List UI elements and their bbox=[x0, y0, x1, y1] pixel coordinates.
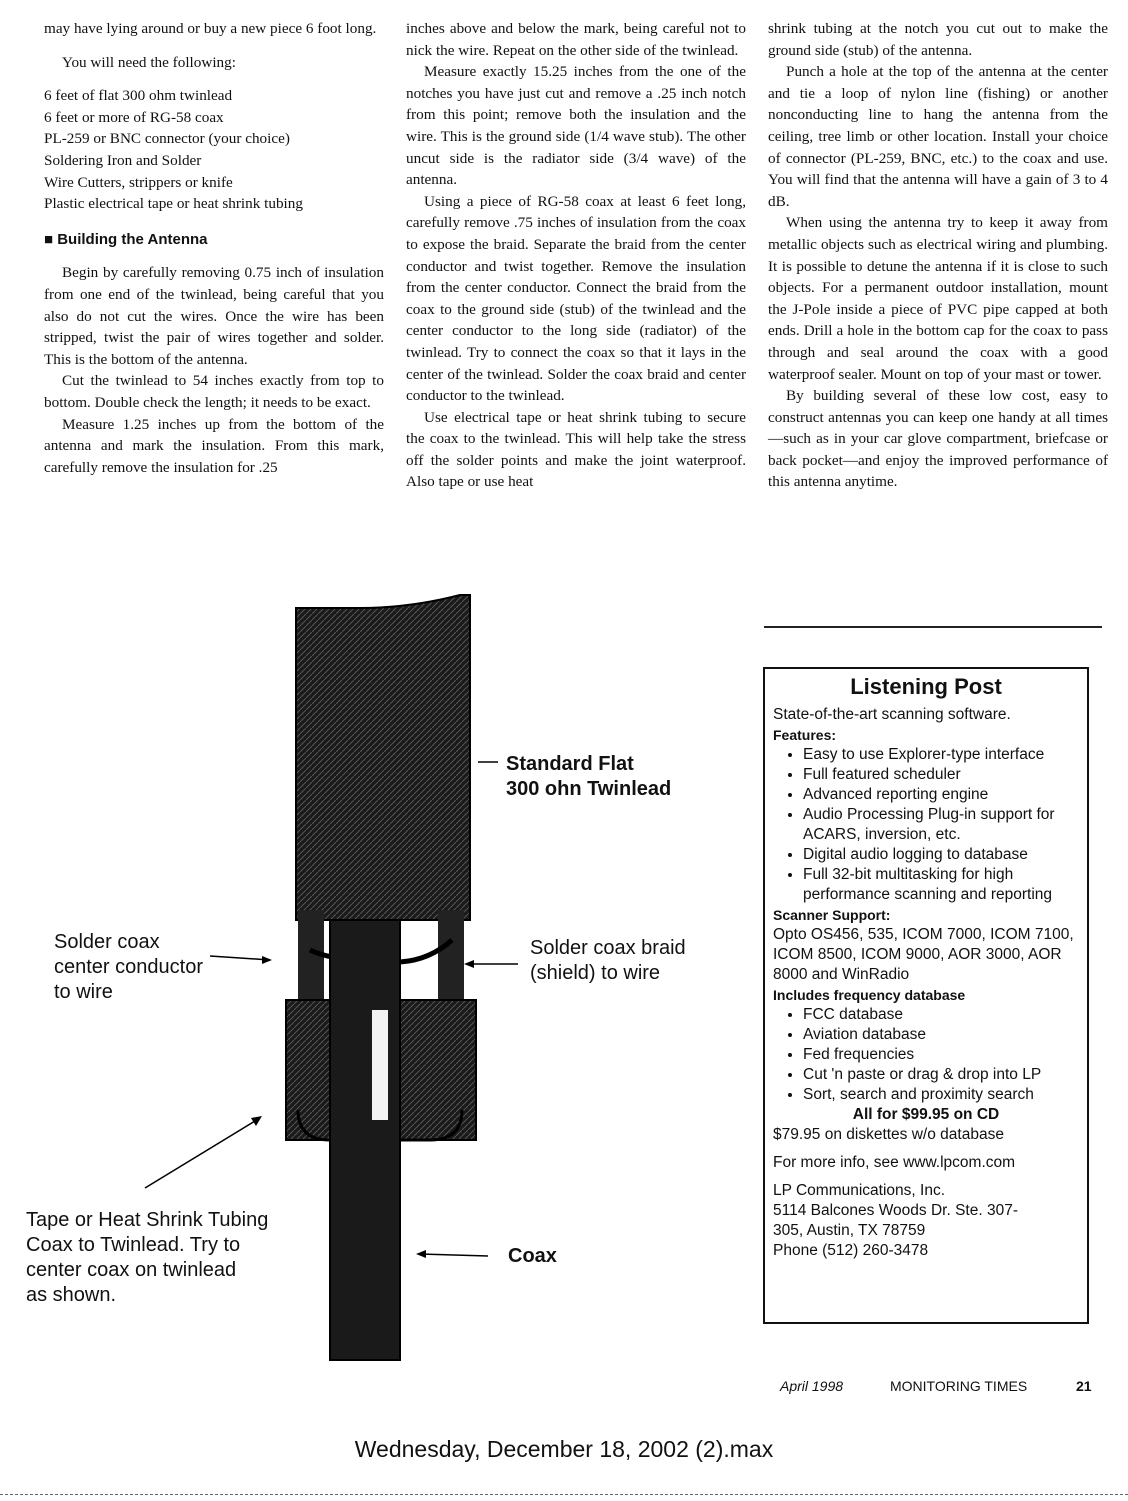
database-list bbox=[773, 1005, 1079, 1105]
address-line-1: 5114 Balcones Woods Dr. Ste. 307- bbox=[773, 1202, 1018, 1219]
paragraph: Using a piece of RG-58 coax at least 6 feet long, carefully remove .75 inches of insulation from the coax to expose the braid. Separate the braid from the center conductor and twist together. Remove the insulation from the center conductor. Connect the braid from the coax to the ground side (stub) of the twinlead and the center conductor to the long side (radiator) of the twinlead. Try to connect the coax so that it lays in the center of the twinlead. Solder the coax braid and center conductor to the twinlead. bbox=[406, 192, 746, 405]
database-heading: Includes frequency database bbox=[773, 987, 966, 1003]
list-item: • Easy to use Explorer-type interface bbox=[803, 745, 1079, 765]
section-heading: ■ Building the Antenna bbox=[44, 230, 208, 248]
scanner-list: Opto OS456, 535, ICOM 7000, ICOM 7100, ICOM 8500, ICOM 9000, AOR 3000, AOR 8000 and WinRadio bbox=[773, 926, 1074, 983]
antenna-diagram bbox=[0, 590, 760, 1370]
arrow-center bbox=[210, 956, 270, 960]
list-item: • Advanced reporting engine bbox=[803, 785, 1079, 805]
twinlead-body bbox=[296, 595, 470, 920]
label-twinlead: Standard Flat 300 ohn Twinlead bbox=[506, 753, 672, 800]
list-item: • Full featured scheduler bbox=[803, 765, 1079, 785]
arrow-tape bbox=[145, 1118, 260, 1188]
phone: Phone (512) 260-3478 bbox=[773, 1242, 929, 1259]
list-item: • Sort, search and proximity search bbox=[803, 1085, 1079, 1105]
divider bbox=[764, 626, 1102, 628]
list-item: PL-259 or BNC connector (your choice) bbox=[44, 130, 290, 148]
magazine-name: MONITORING TIMES bbox=[890, 1378, 1028, 1394]
column-3 bbox=[768, 18, 1108, 493]
coax-cable bbox=[330, 920, 400, 1360]
features-heading: Features: bbox=[773, 727, 837, 743]
list-item: 6 feet of flat 300 ohm twinlead bbox=[44, 87, 233, 105]
list-item: 6 feet or more of RG-58 coax bbox=[44, 108, 224, 126]
paragraph: When using the antenna try to keep it away from metallic objects such as electrical wiring and plumbing. It is possible to detune the antenna if it is close to such objects. For a permanent outdoor installation, mount the J-Pole inside a piece of PVC pipe capped at both ends. Drill a hole in the bottom cap for the coax to pass through and seal around the coax with a good waterproof sealer. Mount on top of your mast or tower. bbox=[768, 214, 1108, 383]
coax-highlight bbox=[372, 1010, 388, 1120]
page-edge bbox=[0, 1494, 1128, 1495]
twinlead-wire-left bbox=[298, 910, 324, 1010]
list-item: • Cut 'n paste or drag & drop into LP bbox=[803, 1065, 1079, 1085]
label-coax: Coax bbox=[508, 1245, 557, 1267]
label-tape: Tape or Heat Shrink Tubing Coax to Twinlead. Try to center coax on twinlead as shown. bbox=[26, 1209, 269, 1306]
address-line-2: 305, Austin, TX 78759 bbox=[773, 1222, 926, 1239]
company-name: LP Communications, Inc. bbox=[773, 1182, 946, 1199]
arrow-coax bbox=[420, 1254, 488, 1256]
paragraph: By building several of these low cost, easy to construct antennas you can keep one handy at all times—such as in your car glove compartment, briefcase or back pocket—and enjoy the improved performance of this antenna anytime. bbox=[768, 387, 1108, 491]
twinlead-wire-right bbox=[438, 910, 464, 1010]
list-item: • Audio Processing Plug-in support for ACARS, inversion, etc. bbox=[803, 805, 1079, 845]
column-2 bbox=[406, 18, 746, 493]
price-diskette: $79.95 on diskettes w/o database bbox=[773, 1126, 1004, 1143]
paragraph: Begin by carefully removing 0.75 inch of insulation from one end of the twinlead, being careful that you also do not cut the wires. Once the wire has been stripped, twist the pair of wires together and solder. This is the bottom of the antenna. bbox=[44, 264, 384, 368]
list-item: Wire Cutters, strippers or knife bbox=[44, 173, 233, 191]
scanner-heading: Scanner Support: bbox=[773, 907, 891, 923]
listening-post-ad bbox=[763, 667, 1089, 1324]
label-center-conductor: Solder coax center conductor to wire bbox=[54, 931, 203, 1003]
page-number: 21 bbox=[1076, 1378, 1092, 1394]
paragraph: inches above and below the mark, being careful not to nick the wire. Repeat on the other side of the twinlead. bbox=[406, 20, 746, 59]
paragraph: Measure 1.25 inches up from the bottom of the antenna and mark the insulation. From this mark, carefully remove the insulation for .25 bbox=[44, 415, 384, 476]
list-item: • Aviation database bbox=[803, 1025, 1079, 1045]
paragraph: Use electrical tape or heat shrink tubing to secure the coax to the twinlead. This will help take the stress off the solder points and make the joint waterproof. Also tape or use heat bbox=[406, 408, 746, 491]
list-item: • FCC database bbox=[803, 1005, 1079, 1025]
list-item: • Full 32-bit multitasking for high performance scanning and reporting bbox=[803, 865, 1079, 905]
paragraph: Punch a hole at the top of the antenna at the center and tie a loop of nylon line (fishing) or another nonconducting line to hang the antenna from the ceiling, tree limb or other location. Install your choice of connector (PL-259, BNC, etc.) to the coax and use. You will find that the antenna will have a gain of 3 to 4 dB. bbox=[768, 63, 1108, 210]
materials-list bbox=[44, 85, 384, 215]
paragraph: Cut the twinlead to 54 inches exactly from top to bottom. Double check the length; it needs to be exact. bbox=[44, 372, 384, 411]
features-list bbox=[773, 745, 1079, 905]
ad-tagline: State-of-the-art scanning software. bbox=[773, 706, 1011, 723]
file-stamp: Wednesday, December 18, 2002 (2).max bbox=[354, 1436, 774, 1462]
list-item: • Digital audio logging to database bbox=[803, 845, 1079, 865]
issue-date: April 1998 bbox=[780, 1378, 844, 1394]
list-item: Soldering Iron and Solder bbox=[44, 151, 202, 169]
price-cd: All for $99.95 on CD bbox=[852, 1106, 1000, 1123]
paragraph: shrink tubing at the notch you cut out to make the ground side (stub) of the antenna. bbox=[768, 20, 1108, 59]
list-item: Plastic electrical tape or heat shrink tubing bbox=[44, 195, 303, 213]
label-braid: Solder coax braid (shield) to wire bbox=[530, 937, 686, 984]
column-1 bbox=[44, 18, 384, 478]
paragraph: Measure exactly 15.25 inches from the one of the notches you have just cut and remove a .25 inch notch from this point; remove both the insulation and the wire. This is the ground side (1/4 wave stub). The other uncut side is the radiator side (3/4 wave) of the antenna. bbox=[406, 63, 746, 189]
need-text: You will need the following: bbox=[62, 53, 236, 71]
list-item: • Fed frequencies bbox=[803, 1045, 1079, 1065]
more-info: For more info, see www.lpcom.com bbox=[773, 1154, 1016, 1171]
intro-text: may have lying around or buy a new piece 6 foot long. bbox=[44, 20, 377, 37]
ad-title: Listening Post bbox=[850, 674, 1002, 699]
